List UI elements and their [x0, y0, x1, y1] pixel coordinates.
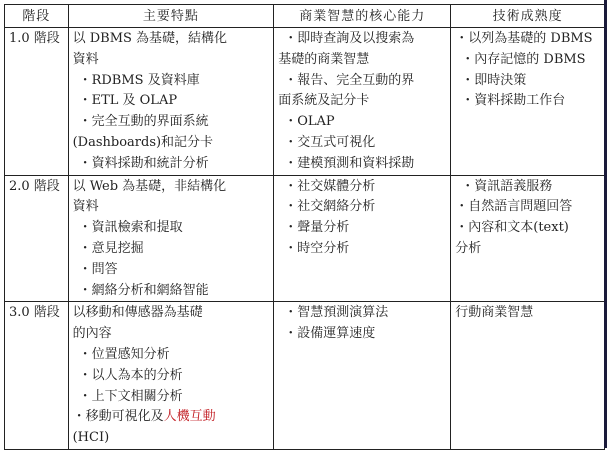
capability-line: ・交互式可視化	[284, 134, 376, 150]
capability-line: ・建模預測和資料採勘	[284, 155, 415, 171]
feature-line: ・網絡分析和網絡智能	[78, 282, 209, 298]
maturity-cell	[451, 302, 605, 450]
maturity-line: ・資訊語義服務	[461, 178, 553, 194]
maturity-line: 分析	[455, 240, 482, 256]
feature-line: 以 DBMS 為基礎，結構化	[72, 31, 228, 46]
feature-line: ・完全互動的界面系統	[78, 114, 209, 130]
capability-line: ・社交媒體分析	[284, 178, 376, 194]
maturity-line: ・內存記憶的 DBMS	[461, 51, 586, 67]
capability-line: ・時空分析	[284, 240, 350, 256]
capability-line: ・聲量分析	[284, 220, 350, 236]
capabilities-cell	[274, 302, 451, 450]
maturity-line: ・自然語言問題回答	[455, 199, 573, 215]
stage-cell: 2.0 階段	[5, 175, 69, 302]
features-cell	[68, 302, 274, 450]
features-cell	[68, 28, 274, 176]
capability-line: ・報告、完全互動的界	[284, 72, 415, 88]
header-maturity: 技術成熟度	[451, 5, 605, 28]
header-stage: 階段	[5, 5, 69, 28]
feature-line: 資料	[72, 51, 99, 67]
feature-line: ・資訊檢索和提取	[78, 220, 183, 236]
right-edge-border	[604, 0, 607, 448]
maturity-line: ・資料採勘工作台	[461, 93, 566, 109]
feature-line-prefix: ・移動可視化及	[72, 409, 164, 425]
feature-line: ・位置感知分析	[78, 346, 170, 362]
capabilities-cell	[274, 28, 451, 176]
capability-line: ・社交網絡分析	[284, 199, 376, 215]
maturity-line: ・以列為基礎的 DBMS	[455, 31, 593, 46]
feature-line: 以 Web 為基礎，非結構化	[72, 178, 227, 194]
capability-line: ・設備運算速度	[284, 326, 376, 342]
feature-line: 資料	[72, 199, 99, 215]
bi-evolution-table	[4, 4, 605, 450]
feature-line: 的內容	[72, 326, 112, 342]
capability-line: ・即時查詢及以搜索為	[284, 31, 415, 46]
header-row	[5, 5, 605, 28]
feature-line: (Dashboards)和記分卡	[72, 134, 214, 150]
feature-line: ・上下文相關分析	[78, 388, 183, 404]
feature-line: ・問答	[78, 261, 118, 277]
capability-line: 面系統及記分卡	[278, 93, 370, 109]
feature-line: ・意見挖掘	[78, 240, 144, 256]
feature-line: 以移動和傳感器為基礎	[72, 305, 203, 321]
stage-cell: 1.0 階段	[5, 28, 69, 176]
capability-line: ・OLAP	[284, 114, 335, 130]
hci-highlight: 人機互動	[163, 409, 216, 425]
feature-line: ・RDBMS 及資料庫	[78, 72, 200, 88]
maturity-line: ・內容和文本(text)	[455, 220, 569, 236]
feature-line: (HCI)	[72, 430, 110, 446]
feature-line: ・資料採勘和統計分析	[78, 155, 209, 171]
capability-line: 基礎的商業智慧	[278, 51, 370, 67]
feature-line: ・以人為本的分析	[78, 367, 183, 383]
capabilities-cell	[274, 175, 451, 302]
header-capabilities: 商業智慧的核心能力	[274, 5, 451, 28]
feature-line: ・ETL 及 OLAP	[78, 93, 178, 109]
table-row	[5, 28, 605, 176]
maturity-line: 行動商業智慧	[455, 305, 534, 321]
table-row	[5, 302, 605, 450]
maturity-line: ・即時決策	[461, 72, 527, 88]
feature-line	[73, 407, 270, 428]
header-features: 主要特點	[68, 5, 274, 28]
table-row	[5, 175, 605, 302]
maturity-cell	[451, 28, 605, 176]
capability-line: ・智慧預測演算法	[284, 305, 389, 321]
stage-cell: 3.0 階段	[5, 302, 69, 450]
features-cell	[68, 175, 274, 302]
maturity-cell	[451, 175, 605, 302]
